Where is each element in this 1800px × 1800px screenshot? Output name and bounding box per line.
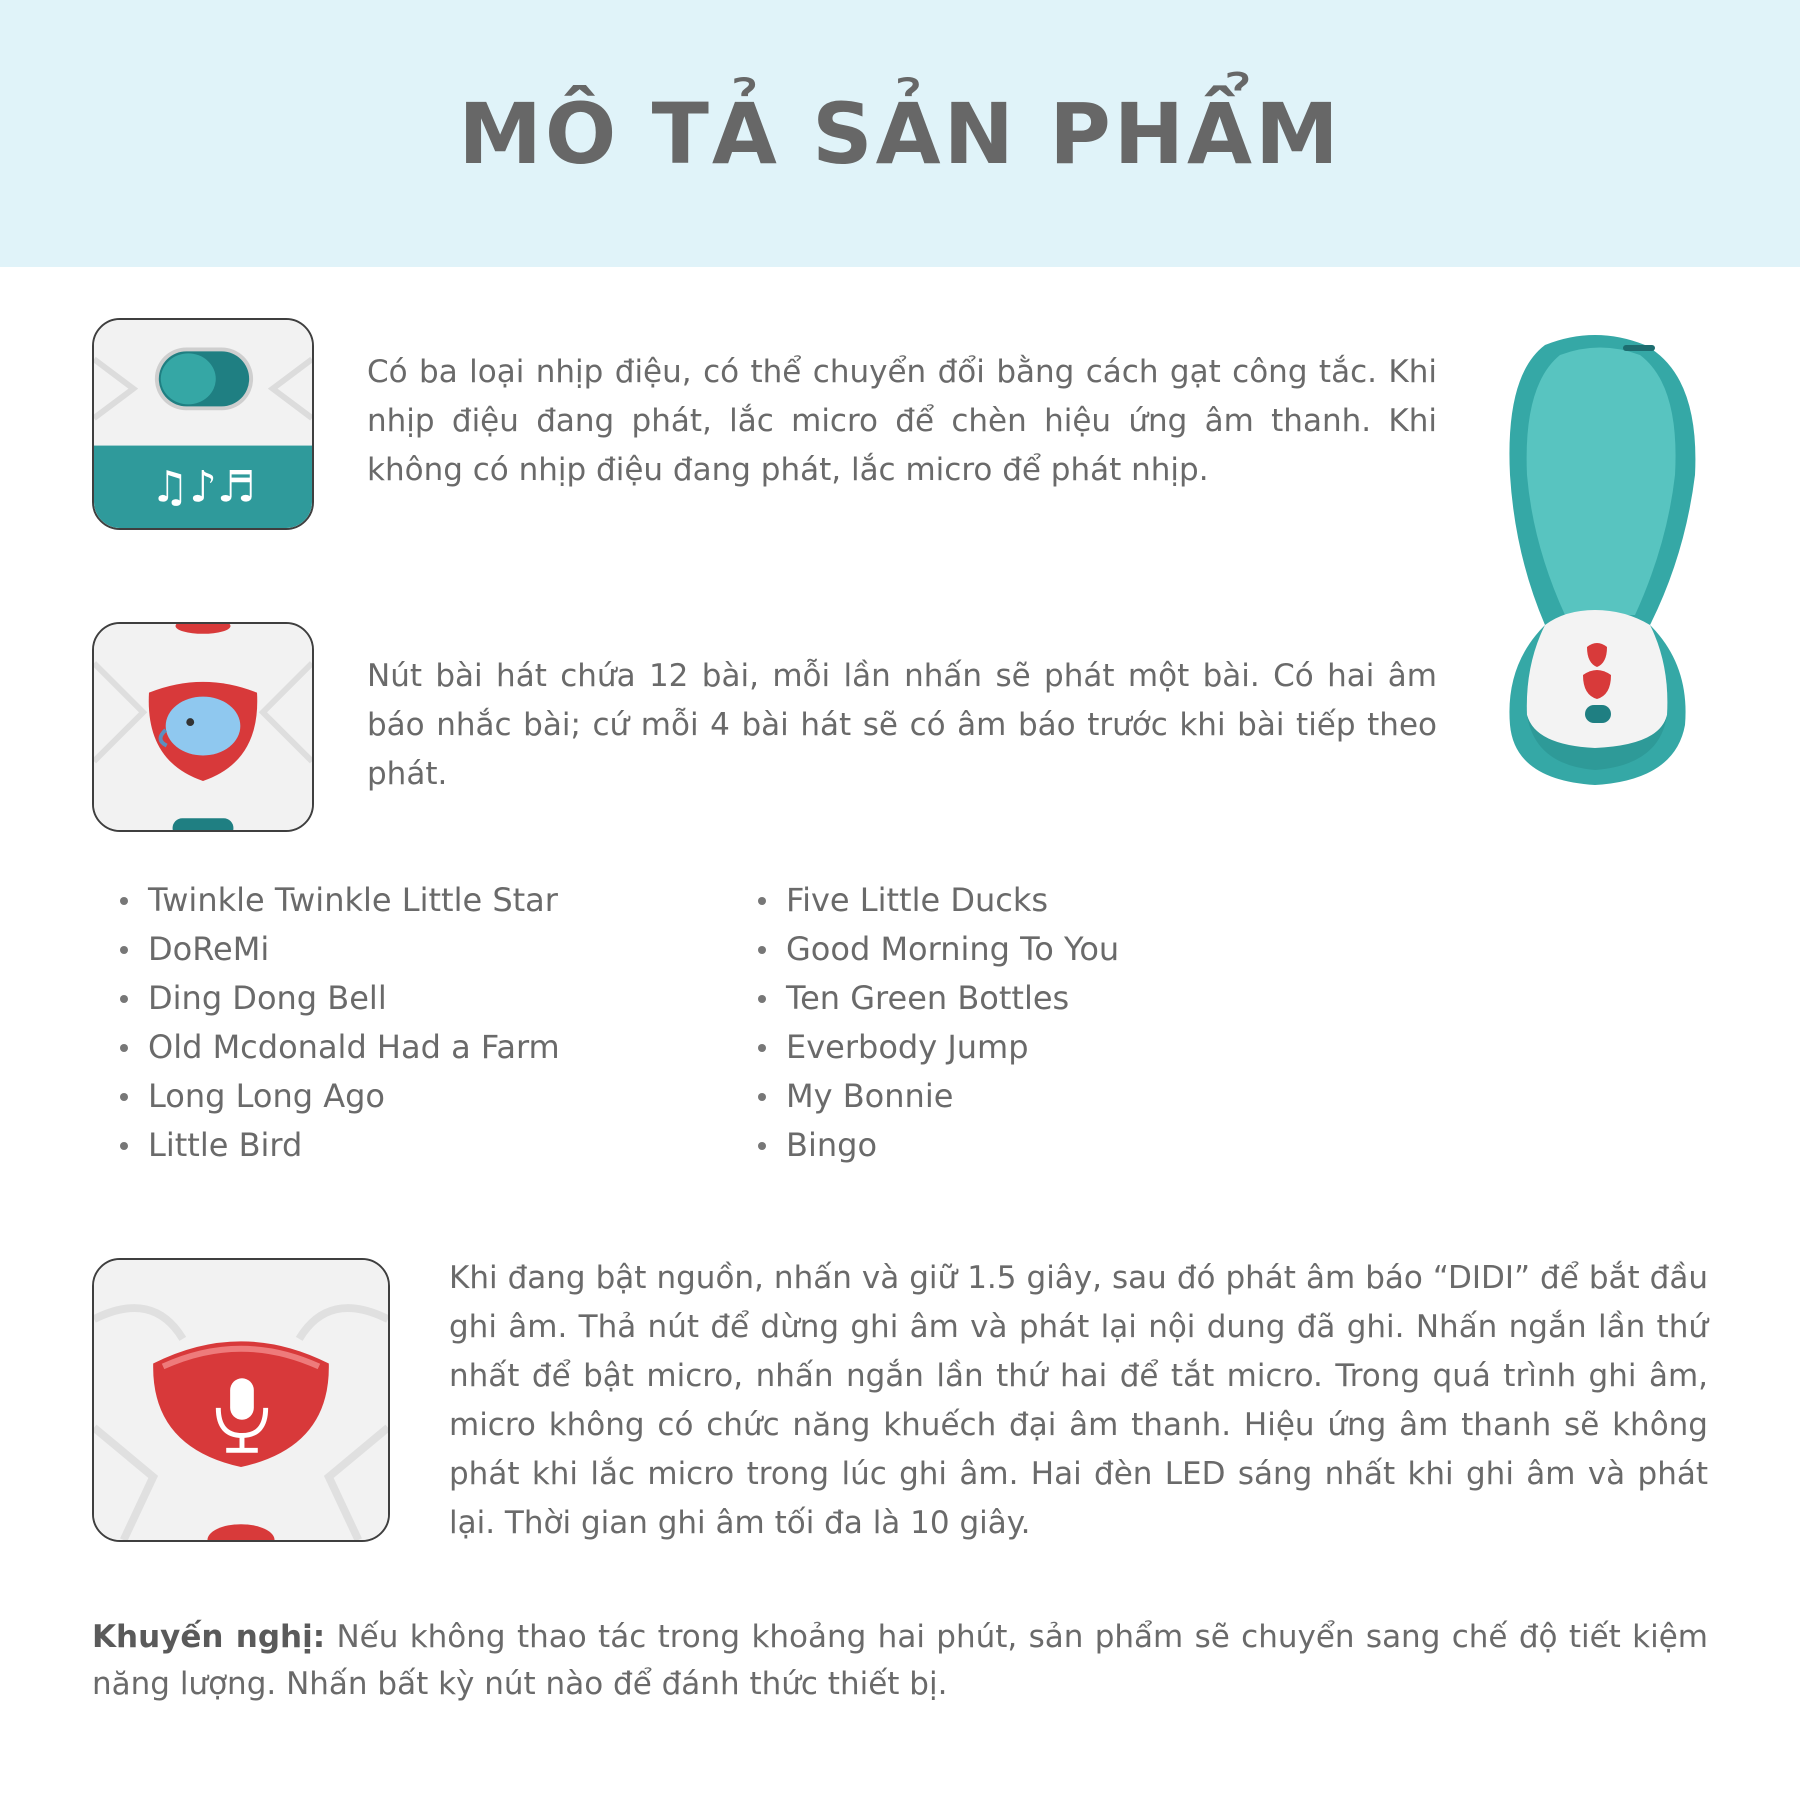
song-list-right bbox=[758, 876, 1119, 1170]
rhythm-switch-icon bbox=[92, 318, 314, 530]
recommendation-text: Nếu không thao tác trong khoảng hai phút, sản phẩm sẽ chuyển sang chế độ tiết kiệm năng lượng. Nhấn bất kỳ nút nào để đánh thức thiết bị. bbox=[92, 1619, 1708, 1702]
list-item: Twinkle Twinkle Little Star bbox=[120, 876, 560, 925]
record-mic-button-icon bbox=[92, 1258, 390, 1542]
list-item: Bingo bbox=[758, 1121, 1119, 1170]
svg-text:♫♪♬: ♫♪♬ bbox=[150, 462, 256, 513]
header-banner bbox=[0, 0, 1800, 267]
list-item: My Bonnie bbox=[758, 1072, 1119, 1121]
list-item: Ding Dong Bell bbox=[120, 974, 560, 1023]
song-list-left bbox=[120, 876, 560, 1170]
record-description: Khi đang bật nguồn, nhấn và giữ 1.5 giây, sau đó phát âm báo “DIDI” để bắt đầu ghi âm. Thả nút để dừng ghi âm và phát lại nội dung đã ghi. Nhấn ngắn lần thứ nhất để bật micro, nhấn ngắn lần thứ hai để tắt micro. Trong quá trình ghi âm, micro không có chức năng khuếch đại âm thanh. Hiệu ứng âm thanh sẽ không phát khi lắc micro trong lúc ghi âm. Hai đèn LED sáng nhất khi ghi âm và phát lại. Thời gian ghi âm tối đa là 10 giây. bbox=[449, 1260, 1708, 1541]
list-item: Ten Green Bottles bbox=[758, 974, 1119, 1023]
list-item: Good Morning To You bbox=[758, 925, 1119, 974]
list-item: DoReMi bbox=[120, 925, 560, 974]
rhythm-description: Có ba loại nhịp điệu, có thể chuyển đổi bằng cách gạt công tắc. Khi nhịp điệu đang phát, lắc micro để chèn hiệu ứng âm thanh. Khi không có nhịp điệu đang phát, lắc micro để phát nhịp. bbox=[367, 354, 1437, 488]
recommendation-label: Khuyến nghị: bbox=[92, 1619, 326, 1655]
list-item: Little Bird bbox=[120, 1121, 560, 1170]
list-item: Five Little Ducks bbox=[758, 876, 1119, 925]
elephant-song-button-icon bbox=[92, 622, 314, 832]
microphone-product-image bbox=[1475, 325, 1720, 800]
list-item: Everbody Jump bbox=[758, 1023, 1119, 1072]
list-item: Old Mcdonald Had a Farm bbox=[120, 1023, 560, 1072]
list-item: Long Long Ago bbox=[120, 1072, 560, 1121]
page-title: MÔ TẢ SẢN PHẨM bbox=[458, 84, 1342, 183]
songs-description: Nút bài hát chứa 12 bài, mỗi lần nhấn sẽ phát một bài. Có hai âm báo nhắc bài; cứ mỗi 4 bài hát sẽ có âm báo trước khi bài tiếp theo phát. bbox=[367, 658, 1437, 792]
recommendation bbox=[92, 1614, 1708, 1708]
